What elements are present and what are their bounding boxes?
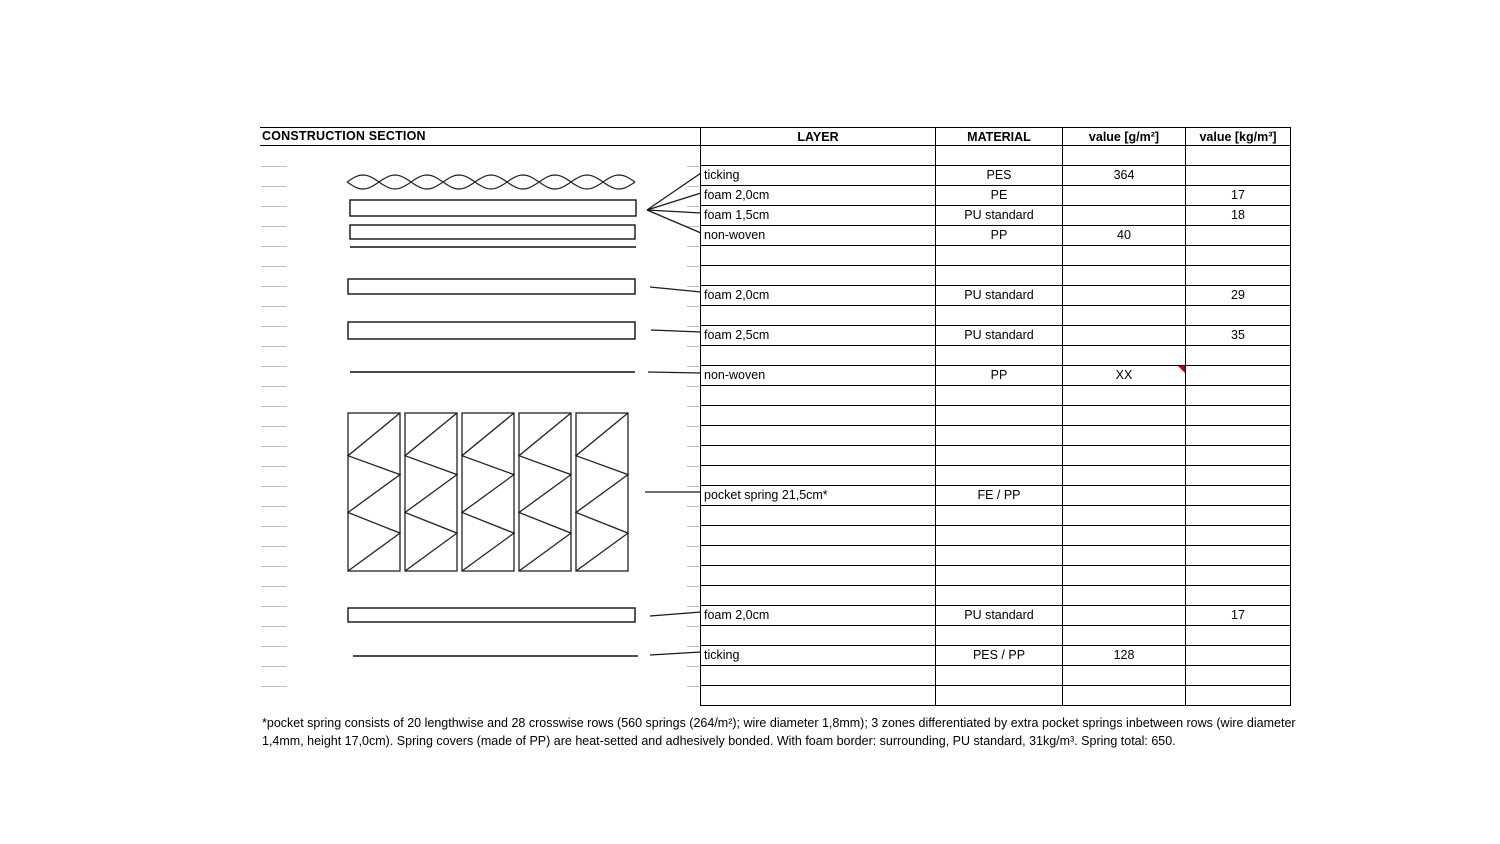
cell[interactable] [936,146,1063,166]
cell[interactable]: foam 1,5cm [701,206,936,226]
table-row [701,166,1291,186]
cell[interactable] [1063,686,1186,706]
cell[interactable] [1063,506,1186,526]
table-row [701,306,1291,326]
table-row [701,186,1291,206]
cell[interactable]: 128 [1063,646,1186,666]
cell[interactable] [1186,626,1291,646]
table-row [701,666,1291,686]
cell[interactable] [936,386,1063,406]
header-row [701,128,1291,146]
cell[interactable] [1186,226,1291,246]
table-row [701,426,1291,446]
table-row [701,266,1291,286]
cell[interactable] [1063,466,1186,486]
cell[interactable] [1063,586,1186,606]
cell[interactable] [1063,146,1186,166]
cell[interactable] [936,686,1063,706]
cell[interactable]: 40 [1063,226,1186,246]
construction-section-header[interactable]: CONSTRUCTION SECTION [260,127,700,146]
cell[interactable] [1063,326,1186,346]
cell[interactable] [701,386,936,406]
table-row [701,526,1291,546]
cell[interactable] [1063,306,1186,326]
foam-2-0cm-top-rect [350,200,636,216]
table-row [701,646,1291,666]
table-row [701,606,1291,626]
cell[interactable] [936,446,1063,466]
table-row [701,386,1291,406]
spec-table [700,127,1291,706]
table-row [701,546,1291,566]
cell[interactable]: non-woven [701,366,936,386]
cell[interactable]: PP [936,366,1063,386]
cell[interactable] [936,306,1063,326]
table-row [701,626,1291,646]
cell[interactable] [936,346,1063,366]
cell[interactable] [1063,286,1186,306]
cell[interactable]: 35 [1186,326,1291,346]
cell[interactable]: ticking [701,166,936,186]
table-row [701,146,1291,166]
cell[interactable] [936,266,1063,286]
cell[interactable]: XX [1063,366,1186,386]
pocket-spring-coils [348,413,628,571]
foam-2-0cm-mid-rect [348,279,635,294]
cell[interactable] [936,566,1063,586]
cell[interactable]: PE [936,186,1063,206]
cell[interactable]: pocket spring 21,5cm* [701,486,936,506]
cell[interactable] [1063,206,1186,226]
foam-2-5cm-rect [348,322,635,339]
cell[interactable] [936,426,1063,446]
cell[interactable] [936,246,1063,266]
cell[interactable] [936,506,1063,526]
cell[interactable] [701,666,936,686]
table-body [701,146,1291,706]
ticking-braid [347,175,635,189]
cell[interactable] [701,546,936,566]
cell[interactable] [936,666,1063,686]
cell[interactable]: PP [936,226,1063,246]
cell[interactable]: foam 2,0cm [701,286,936,306]
cell[interactable] [1063,346,1186,366]
cell[interactable] [701,526,936,546]
cell[interactable] [1186,506,1291,526]
cell[interactable] [1063,406,1186,426]
table-row [701,226,1291,246]
cell[interactable] [1186,566,1291,586]
cell[interactable]: ticking [701,646,936,666]
table-row [701,466,1291,486]
cell[interactable]: PU standard [936,206,1063,226]
cell[interactable] [1186,666,1291,686]
cell[interactable] [936,466,1063,486]
cell[interactable] [1063,446,1186,466]
cell[interactable] [1063,606,1186,626]
cell[interactable] [1186,166,1291,186]
cell[interactable]: 17 [1186,186,1291,206]
cell[interactable]: non-woven [701,226,936,246]
cell[interactable] [936,546,1063,566]
cell[interactable] [1063,626,1186,646]
cell[interactable]: 17 [1186,606,1291,626]
cell[interactable] [701,686,936,706]
cell[interactable] [1186,366,1291,386]
cell[interactable] [1186,406,1291,426]
cell[interactable]: PU standard [936,606,1063,626]
cell[interactable] [1063,386,1186,406]
cell[interactable] [701,586,936,606]
cell[interactable] [1063,546,1186,566]
cell[interactable] [701,306,936,326]
column-header-material[interactable]: MATERIAL [936,128,1063,146]
cell[interactable] [1063,666,1186,686]
cell[interactable] [1186,446,1291,466]
cell[interactable] [701,506,936,526]
cell[interactable]: PU standard [936,286,1063,306]
cell[interactable] [1186,526,1291,546]
footnote-text: *pocket spring consists of 20 lengthwise and 28 crosswise rows (560 springs (264/m²); wire diameter 1,8mm); 3 zones differentiated by extra pocket springs inbetween rows (wire diameter 1,4mm, height 17,0cm). Spring covers (made of PP) are heat-setted and adhesively bonded. With foam border: surrounding, PU standard, 31kg/m³. Spring total: 650. [262,716,1296,749]
cell[interactable] [1063,266,1186,286]
cell[interactable] [1186,246,1291,266]
cell[interactable] [1186,266,1291,286]
cell[interactable] [701,446,936,466]
cell[interactable] [1186,486,1291,506]
cell[interactable]: 18 [1186,206,1291,226]
comment-indicator-icon [1178,366,1185,373]
cell[interactable] [1063,526,1186,546]
cell[interactable] [1063,566,1186,586]
table-row [701,686,1291,706]
faint-gridline-strip-left [261,147,287,706]
table-row [701,206,1291,226]
cell[interactable] [1063,426,1186,446]
foam-1-5cm-rect [350,225,635,239]
cell[interactable]: 364 [1063,166,1186,186]
cell[interactable] [1186,346,1291,366]
table-row [701,446,1291,466]
cell[interactable] [1186,426,1291,446]
cell[interactable] [1186,546,1291,566]
cell[interactable] [1186,686,1291,706]
cell[interactable]: PU standard [936,326,1063,346]
cell[interactable]: PES [936,166,1063,186]
cell[interactable] [1186,586,1291,606]
table-row [701,326,1291,346]
cell[interactable] [1186,466,1291,486]
table-row [701,366,1291,386]
cell[interactable]: foam 2,5cm [701,326,936,346]
cell[interactable] [1186,146,1291,166]
cell[interactable] [936,586,1063,606]
cell[interactable] [701,466,936,486]
cell[interactable]: foam 2,0cm [701,606,936,626]
column-header-value-gm2[interactable]: value [g/m²] [1063,128,1186,146]
cell[interactable] [1063,186,1186,206]
cell[interactable] [1063,486,1186,506]
cell[interactable]: 29 [1186,286,1291,306]
column-header-layer[interactable]: LAYER [701,128,936,146]
cell[interactable] [701,406,936,426]
foam-2-0cm-bottom-rect [348,608,635,622]
cell[interactable] [701,146,936,166]
table-row [701,566,1291,586]
cell[interactable] [936,526,1063,546]
cell[interactable] [701,246,936,266]
table-row [701,586,1291,606]
cell[interactable]: foam 2,0cm [701,186,936,206]
cell[interactable] [1186,386,1291,406]
column-header-value-kgm3[interactable]: value [kg/m³] [1186,128,1291,146]
table-row [701,346,1291,366]
cell[interactable] [701,266,936,286]
table-row [701,406,1291,426]
cell[interactable]: PES / PP [936,646,1063,666]
cell[interactable]: FE / PP [936,486,1063,506]
cell[interactable] [1063,246,1186,266]
table-row [701,506,1291,526]
cell[interactable] [701,426,936,446]
cell[interactable] [936,626,1063,646]
cell[interactable] [701,566,936,586]
table-row [701,486,1291,506]
table-row [701,286,1291,306]
cell[interactable] [1186,646,1291,666]
cell[interactable] [1186,306,1291,326]
cell[interactable] [701,346,936,366]
cell[interactable] [936,406,1063,426]
table-row [701,246,1291,266]
faint-gridline-strip-right [687,147,699,706]
cell[interactable] [701,626,936,646]
